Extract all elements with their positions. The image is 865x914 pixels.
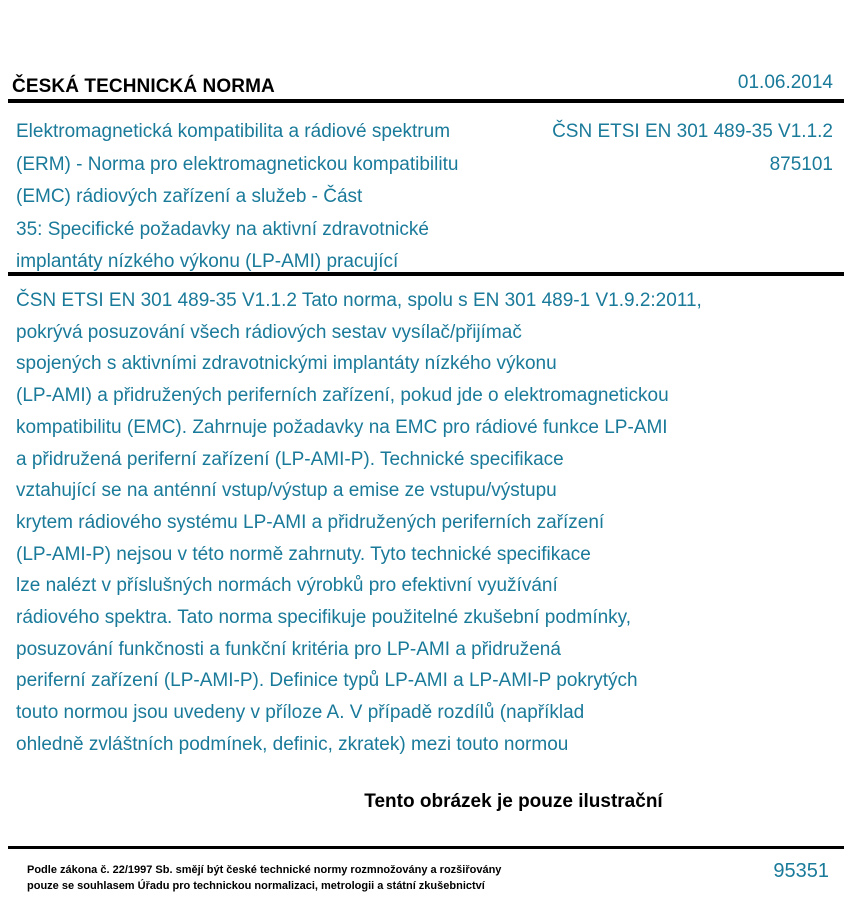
standard-codes — [552, 116, 833, 181]
legal-line: pouze se souhlasem Úřadu pro technickou normalizaci, metrologii a státní zkušebnictví — [27, 879, 485, 892]
abstract-line: ohledně zvláštních podmínek, definic, zkratek) mezi touto normou — [16, 733, 569, 755]
abstract-line: (LP-AMI-P) nejsou v této normě zahrnuty. Tyto technické specifikace — [16, 543, 591, 565]
header-divider — [8, 99, 844, 103]
illustration-note: Tento obrázek je pouze ilustrační — [364, 791, 663, 812]
abstract — [16, 285, 836, 761]
abstract-line: spojených s aktivními zdravotnickými implantáty nízkého výkonu — [16, 353, 557, 375]
title-divider — [8, 272, 844, 276]
legal-line: Podle zákona č. 22/1997 Sb. smějí být české technické normy rozmnožovány a rozšiřovány — [27, 864, 502, 876]
footer-divider — [8, 846, 844, 849]
abstract-line: ČSN ETSI EN 301 489-35 V1.1.2 Tato norma, spolu s EN 301 489-1 V1.9.2:2011, — [16, 290, 702, 311]
abstract-line: periferní zařízení (LP-AMI-P). Definice typů LP-AMI a LP-AMI-P pokrytých — [16, 670, 638, 692]
abstract-line: lze nalézt v příslušných normách výrobků pro efektivní využívání — [16, 575, 558, 597]
abstract-line: pokrývá posuzování všech rádiových sestav vysílač/přijímač — [16, 321, 522, 343]
document-header-title: ČESKÁ TECHNICKÁ NORMA — [12, 76, 275, 97]
abstract-line: kompatibilitu (EMC). Zahrnuje požadavky na EMC pro rádiové funkce LP-AMI — [16, 416, 668, 438]
abstract-line: touto normou jsou uvedeny v příloze A. V případě rozdílů (například — [16, 702, 585, 724]
abstract-line: a přidružená periferní zařízení (LP-AMI-P). Technické specifikace — [16, 448, 564, 470]
abstract-line: krytem rádiového systému LP-AMI a přidružených periferních zařízení — [16, 511, 605, 533]
document-number: 95351 — [773, 860, 829, 882]
abstract-line: (LP-AMI) a přidružených periferních zařízení, pokud jde o elektromagnetickou — [16, 385, 669, 407]
classification-code: 875101 — [769, 153, 833, 175]
title-line: (EMC) rádiových zařízení a služeb - Část — [16, 186, 363, 207]
title-line: implantáty nízkého výkonu (LP-AMI) pracující — [16, 251, 399, 272]
title-line: Elektromagnetická kompatibilita a rádiové spektrum — [16, 121, 451, 142]
title-line: 35: Specifické požadavky na aktivní zdravotnické — [16, 218, 429, 240]
standard-title — [16, 116, 521, 279]
abstract-line: posuzování funkčnosti a funkční kritéria pro LP-AMI a přidružená — [16, 638, 561, 660]
legal-notice — [27, 863, 501, 894]
abstract-line: vztahující se na anténní vstup/výstup a emise ze vstupu/výstupu — [16, 480, 557, 502]
title-line: (ERM) - Norma pro elektromagnetickou kompatibilitu — [16, 153, 459, 175]
standard-designation: ČSN ETSI EN 301 489-35 V1.1.2 — [552, 121, 833, 142]
abstract-line: rádiového spektra. Tato norma specifikuje použitelné zkušební podmínky, — [16, 607, 632, 629]
publication-date: 01.06.2014 — [737, 72, 833, 93]
